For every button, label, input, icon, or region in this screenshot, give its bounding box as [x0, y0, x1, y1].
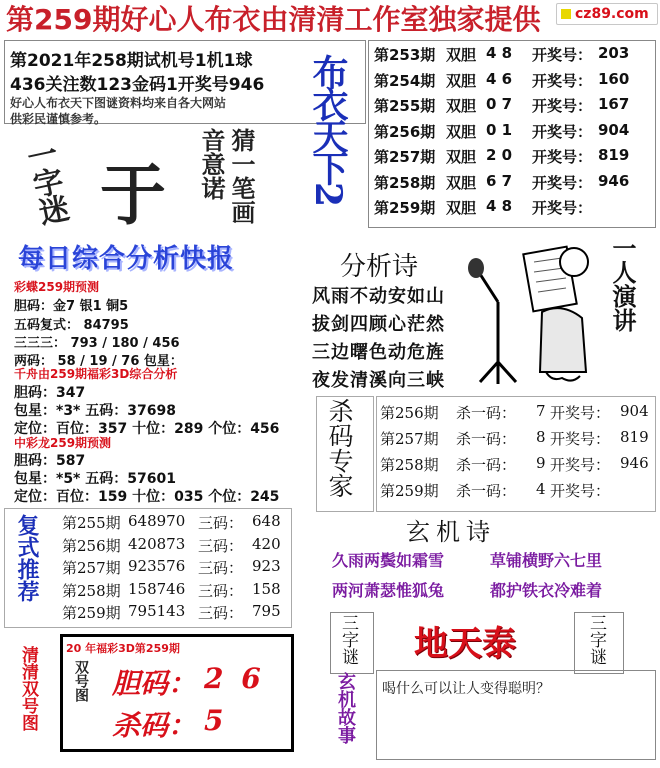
result-row: [374, 146, 654, 170]
kill-num: 8: [536, 428, 546, 446]
recommend-list: [62, 512, 290, 624]
sha-value: 5: [204, 704, 224, 737]
result-period: 第254期: [374, 71, 436, 90]
intro-line-4: 供彩民谨慎参考。: [10, 112, 107, 126]
result-period: 第256期: [374, 122, 436, 141]
result-open-label: 开奖号：: [532, 46, 593, 64]
page-title: 第259期好心人布衣由清清工作室独家提供: [6, 3, 541, 36]
result-open-label: 开奖号：: [532, 97, 593, 115]
result-period: 第253期: [374, 46, 436, 64]
result-row: [374, 44, 654, 68]
results-list: [374, 44, 654, 224]
intro-line-1: 第2021年258期试机号1机1球: [10, 51, 253, 71]
result-label: 双胆: [446, 71, 477, 90]
poem-line-4: 夜发清溪向三峡: [312, 370, 445, 391]
result-row: [374, 95, 654, 119]
recommend-three: 158: [252, 579, 281, 598]
s2-line-3: 定位：百位：357 十位：289 个位：456: [14, 421, 280, 437]
recommend-code: 648970: [128, 512, 186, 530]
riddle-right-label: 猜一笔画音意诺: [197, 128, 255, 224]
recommend-label: 三码：: [198, 581, 244, 600]
result-label: 双胆: [446, 122, 477, 141]
result-label: 双胆: [446, 173, 477, 192]
poem-line-2: 拔剑四顾心茫然: [312, 314, 445, 335]
result-period: 第259期: [374, 199, 436, 217]
kill-period: 第259期: [380, 482, 439, 500]
kill-expert-list: [380, 402, 656, 510]
recommend-label: 三码：: [198, 536, 244, 555]
sha-label: 杀码：: [112, 709, 197, 742]
story-label: 玄机故事: [335, 672, 356, 744]
result-nums: 4 8: [486, 197, 513, 215]
intro-line-2: 436关注数123金码1开奖号946: [10, 75, 265, 95]
poem-line-1: 风雨不动安如山: [312, 286, 445, 307]
double-chart-title: 20 年福彩3D第259期: [66, 642, 180, 655]
result-nums: 4 8: [486, 44, 513, 62]
s1-line-4: 两码： 58 / 19 / 76 包星：: [14, 354, 183, 369]
result-open-label: 开奖号：: [532, 173, 593, 192]
s3-line-1: 胆码：587: [14, 453, 86, 469]
recommend-three: 420: [252, 534, 281, 553]
mystic-poem-line-2b: 都护铁衣冷难着: [490, 581, 603, 600]
recommend-period: 第257期: [62, 559, 121, 577]
kill-open-label: 开奖号：: [550, 430, 611, 448]
riddle-left-label: 一字迷: [18, 137, 71, 227]
result-open-label: 开奖号：: [532, 122, 593, 141]
recommend-code: 923576: [128, 557, 186, 575]
intro-line-3: 好心人布衣天下图谜资料均来自各大网站: [10, 96, 227, 110]
result-open: 946: [598, 171, 630, 190]
kill-num: 7: [536, 402, 546, 420]
riddle2-title: 地天泰: [414, 624, 516, 664]
result-row: [374, 197, 654, 221]
result-open-label: 开奖号：: [532, 71, 593, 90]
kill-label: 杀一码：: [456, 404, 517, 422]
speaker-label: 一人演讲: [608, 236, 637, 332]
recommend-code: 795143: [128, 602, 186, 620]
mystic-poem-title: 玄机诗: [406, 518, 496, 546]
kill-open: 946: [620, 454, 649, 472]
kill-num: 9: [536, 454, 546, 472]
result-row: [374, 172, 654, 196]
result-open: 904: [598, 120, 630, 139]
recommend-three: 648: [252, 512, 281, 530]
kill-period: 第258期: [380, 456, 439, 474]
result-label: 双胆: [446, 97, 477, 115]
result-label: 双胆: [446, 46, 477, 64]
s3-title: 中彩龙259期预测: [14, 436, 112, 450]
kill-label: 杀一码：: [456, 430, 517, 448]
speaker-illustration: [462, 232, 602, 388]
recommend-label: 复式推荐: [14, 514, 39, 602]
double-chart-side: 双号图: [73, 660, 89, 702]
poem-lines: [312, 280, 462, 390]
poem-line-3: 三边曙色动危旌: [312, 342, 445, 363]
poem-title: 分析诗: [340, 252, 419, 282]
s1-line-1: 胆码：金7 银1 铜5: [14, 299, 129, 314]
site-logo[interactable]: [556, 3, 658, 25]
result-period: 第255期: [374, 97, 436, 115]
result-nums: 4 6: [486, 69, 513, 88]
riddle-center-char: 于: [100, 156, 166, 234]
s1-line-3: 三三三： 793 / 180 / 456: [14, 336, 180, 351]
mystic-poem-line-1b: 草铺横野六七里: [490, 551, 603, 570]
result-nums: 2 0: [486, 146, 513, 164]
mystic-poem-line-2a: 两河萧瑟惟狐兔: [332, 581, 445, 600]
recommend-label: 三码：: [198, 514, 244, 532]
recommend-period: 第255期: [62, 514, 121, 532]
result-label: 双胆: [446, 148, 477, 166]
result-nums: 0 7: [486, 95, 513, 113]
double-chart-label: 清清双号图: [18, 646, 38, 731]
recommend-three: 795: [252, 602, 281, 620]
kill-period: 第256期: [380, 404, 439, 422]
recommend-code: 158746: [128, 579, 186, 598]
result-open-label: 开奖号：: [532, 148, 593, 166]
s2-line-2: 包星：*3* 五码：37698: [14, 403, 176, 419]
kill-expert-label: 杀码专家: [325, 398, 354, 498]
recommend-period: 第258期: [62, 581, 121, 600]
result-nums: 0 1: [486, 120, 513, 139]
s3-line-3: 定位：百位：159 十位：035 个位：245: [14, 489, 280, 505]
recommend-code: 420873: [128, 534, 186, 553]
analysis-banner: 每日综合分析快报: [18, 244, 235, 274]
dan-value: 2 6: [204, 662, 265, 695]
result-period: 第258期: [374, 173, 436, 192]
kill-label: 杀一码：: [456, 482, 517, 500]
kill-num: 4: [536, 480, 546, 498]
result-open-label: 开奖号：: [532, 199, 593, 217]
result-nums: 6 7: [486, 171, 513, 190]
result-label: 双胆: [446, 199, 477, 217]
kill-period: 第257期: [380, 430, 439, 448]
s3-line-2: 包星：*5* 五码：57601: [14, 471, 176, 487]
recommend-label: 三码：: [198, 604, 244, 622]
recommend-three: 923: [252, 557, 281, 575]
kill-open-label: 开奖号：: [550, 456, 611, 474]
result-open: 167: [598, 95, 630, 113]
result-open: 160: [598, 69, 630, 88]
riddle2-right-label: 三字谜: [586, 614, 606, 665]
recommend-period: 第256期: [62, 536, 121, 555]
mystic-poem-line-1a: 久雨两鬓如霜雪: [332, 551, 445, 570]
logo-square-icon: [561, 9, 571, 19]
result-open: 203: [598, 44, 630, 62]
kill-label: 杀一码：: [456, 456, 517, 474]
analysis-section: [6, 272, 306, 505]
result-period: 第257期: [374, 148, 436, 166]
s1-title: 彩蝶259期预测: [14, 280, 100, 294]
kill-open: 819: [620, 428, 649, 446]
s2-title: 千舟由259期福彩3D综合分析: [14, 367, 178, 381]
side-title: [303, 54, 359, 224]
result-open: 819: [598, 146, 630, 164]
logo-text: cz89.com: [575, 6, 649, 22]
kill-open-label: 开奖号：: [550, 482, 611, 500]
result-row: [374, 70, 654, 94]
s2-line-1: 胆码：347: [14, 385, 86, 401]
riddle2-question: 喝什么可以让人变得聪明？: [382, 681, 550, 697]
dan-label: 胆码：: [112, 667, 197, 700]
recommend-label: 三码：: [198, 559, 244, 577]
side-title-text: 布衣天下2: [307, 54, 349, 204]
s1-line-2: 五码复式： 84795: [14, 318, 129, 333]
recommend-period: 第259期: [62, 604, 121, 622]
riddle2-left-label: 三字谜: [338, 614, 358, 665]
result-row: [374, 121, 654, 145]
kill-open-label: 开奖号：: [550, 404, 611, 422]
kill-open: 904: [620, 402, 649, 420]
